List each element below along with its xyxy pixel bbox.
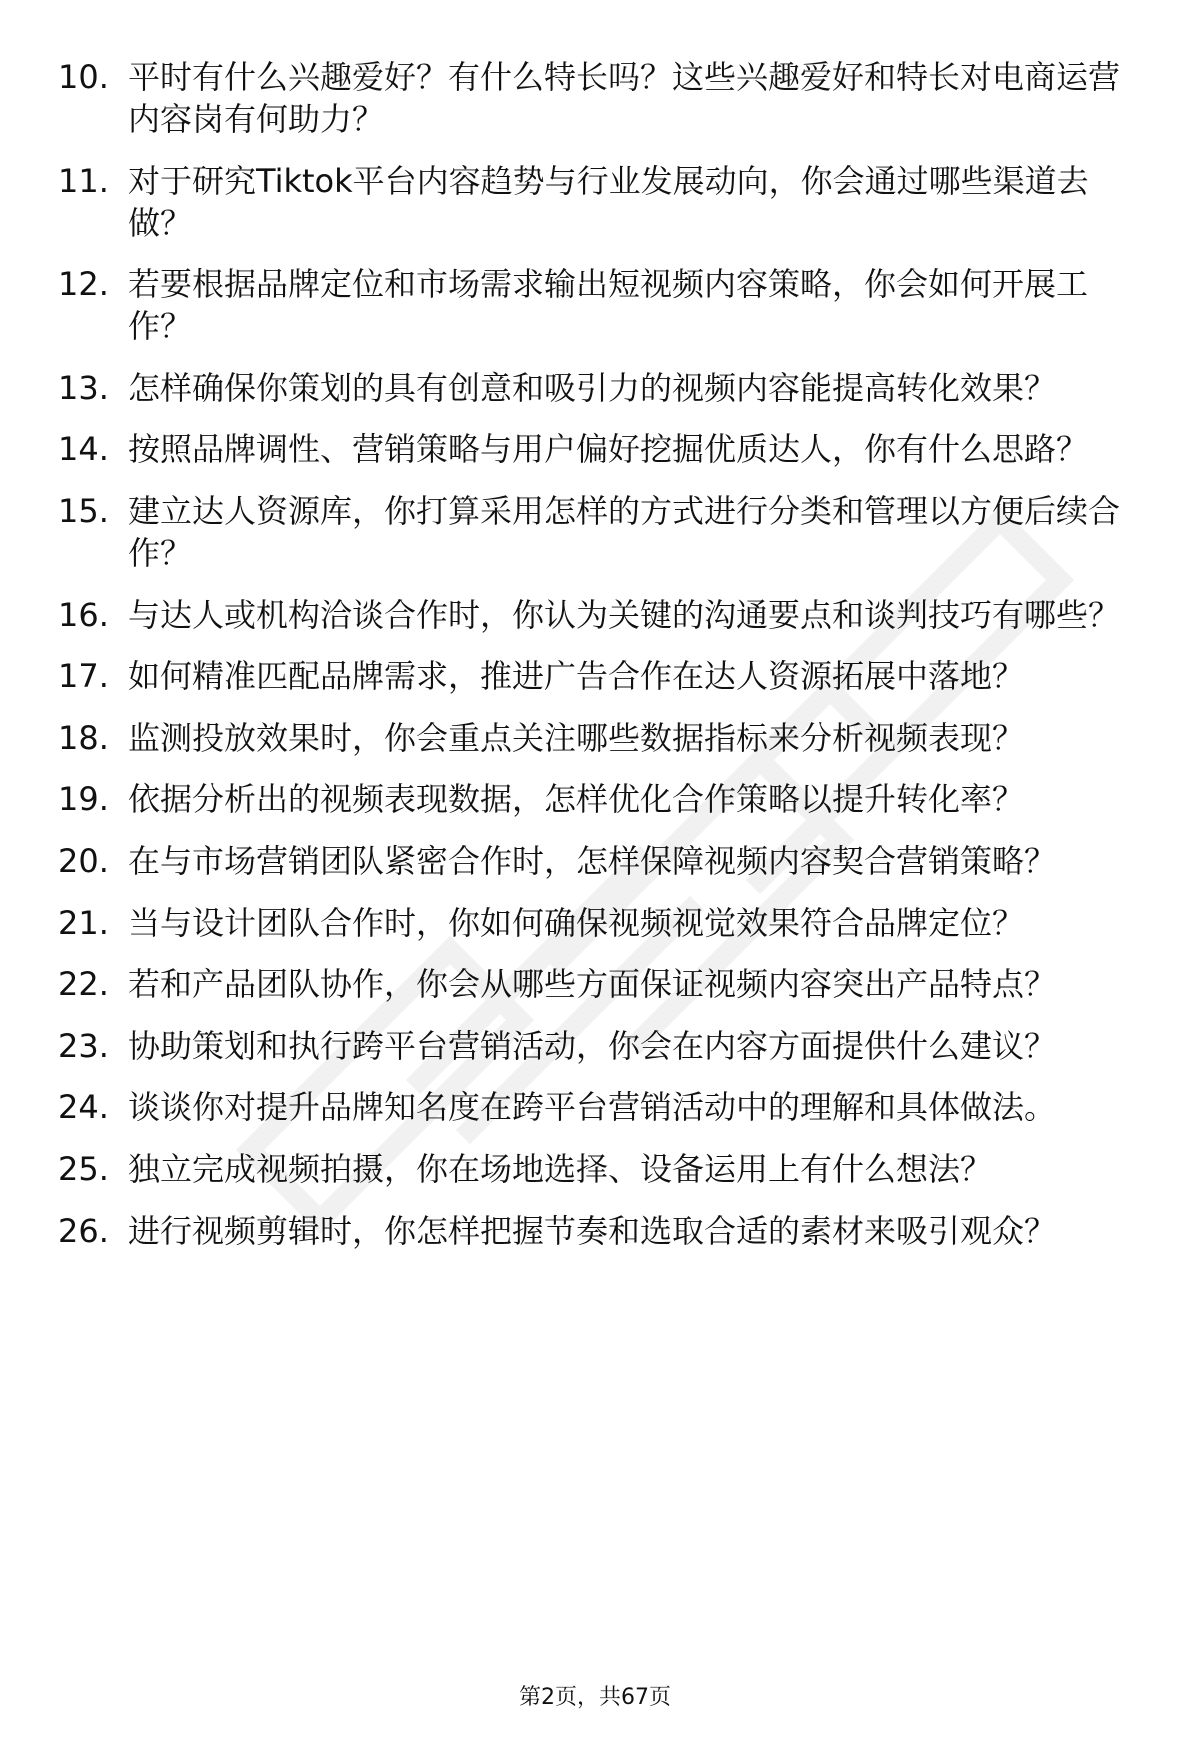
question-number: 19. (58, 780, 109, 819)
question-number: 18. (58, 718, 109, 757)
question-text: 谈谈你对提升品牌知名度在跨平台营销活动中的理解和具体做法。 (128, 1088, 1057, 1127)
page-number: 第2页，共67页 (519, 1685, 671, 1710)
question-item (58, 1086, 1148, 1128)
question-item (58, 963, 1148, 1005)
question-item (58, 490, 1148, 574)
question-number: 22. (58, 965, 109, 1004)
question-text: 若要根据品牌定位和市场需求输出短视频内容策略，你会如何开展工作？ (128, 265, 1089, 346)
question-number: 26. (58, 1211, 109, 1250)
question-number: 11. (58, 161, 109, 200)
question-number: 15. (58, 491, 109, 530)
question-text: 若和产品团队协作，你会从哪些方面保证视频内容突出产品特点？ (128, 965, 1057, 1004)
question-text: 独立完成视频拍摄，你在场地选择、设备运用上有什么想法？ (128, 1149, 993, 1188)
question-text: 在与市场营销团队紧密合作时，怎样保障视频内容契合营销策略？ (128, 841, 1057, 880)
question-number: 20. (58, 841, 109, 880)
question-text: 如何精准匹配品牌需求，推进广告合作在达人资源拓展中落地？ (128, 657, 1025, 696)
question-item (58, 263, 1148, 347)
question-number: 16. (58, 595, 109, 634)
question-text: 监测投放效果时，你会重点关注哪些数据指标来分析视频表现？ (128, 718, 1025, 757)
question-number: 14. (58, 430, 109, 469)
question-number: 10. (58, 58, 109, 96)
question-item (58, 717, 1148, 759)
question-item (58, 902, 1148, 944)
question-item (58, 367, 1148, 409)
question-text: 进行视频剪辑时，你怎样把握节奏和选取合适的素材来吸引观众？ (128, 1211, 1057, 1250)
question-item (58, 56, 1148, 140)
question-item (58, 1025, 1148, 1067)
question-text: 协助策划和执行跨平台营销活动，你会在内容方面提供什么建议？ (128, 1026, 1057, 1065)
question-item (58, 1148, 1148, 1190)
question-text: 怎样确保你策划的具有创意和吸引力的视频内容能提高转化效果？ (128, 368, 1057, 407)
page-footer (0, 1683, 1190, 1713)
question-text: 当与设计团队合作时，你如何确保视频视觉效果符合品牌定位？ (128, 903, 1025, 942)
question-item (58, 428, 1148, 470)
question-item (58, 160, 1148, 244)
question-list (58, 56, 1148, 1271)
question-number: 23. (58, 1026, 109, 1065)
question-text: 平时有什么兴趣爱好？有什么特长吗？这些兴趣爱好和特长对电商运营内容岗有何助力？ (128, 58, 1121, 138)
question-number: 25. (58, 1149, 109, 1188)
question-item (58, 655, 1148, 697)
question-number: 21. (58, 903, 109, 942)
question-text: 依据分析出的视频表现数据，怎样优化合作策略以提升转化率？ (128, 780, 1025, 819)
question-item (58, 1210, 1148, 1252)
question-item (58, 594, 1148, 636)
question-number: 13. (58, 368, 109, 407)
question-item (58, 840, 1148, 882)
question-number: 12. (58, 265, 109, 304)
question-text: 按照品牌调性、营销策略与用户偏好挖掘优质达人，你有什么思路？ (128, 430, 1089, 469)
question-item (58, 778, 1148, 820)
question-text: 建立达人资源库，你打算采用怎样的方式进行分类和管理以方便后续合作？ (128, 491, 1121, 572)
question-number: 17. (58, 657, 109, 696)
question-text: 对于研究Tiktok平台内容趋势与行业发展动向，你会通过哪些渠道去做？ (128, 161, 1089, 242)
question-text: 与达人或机构洽谈合作时，你认为关键的沟通要点和谈判技巧有哪些？ (128, 595, 1121, 634)
question-number: 24. (58, 1088, 109, 1127)
